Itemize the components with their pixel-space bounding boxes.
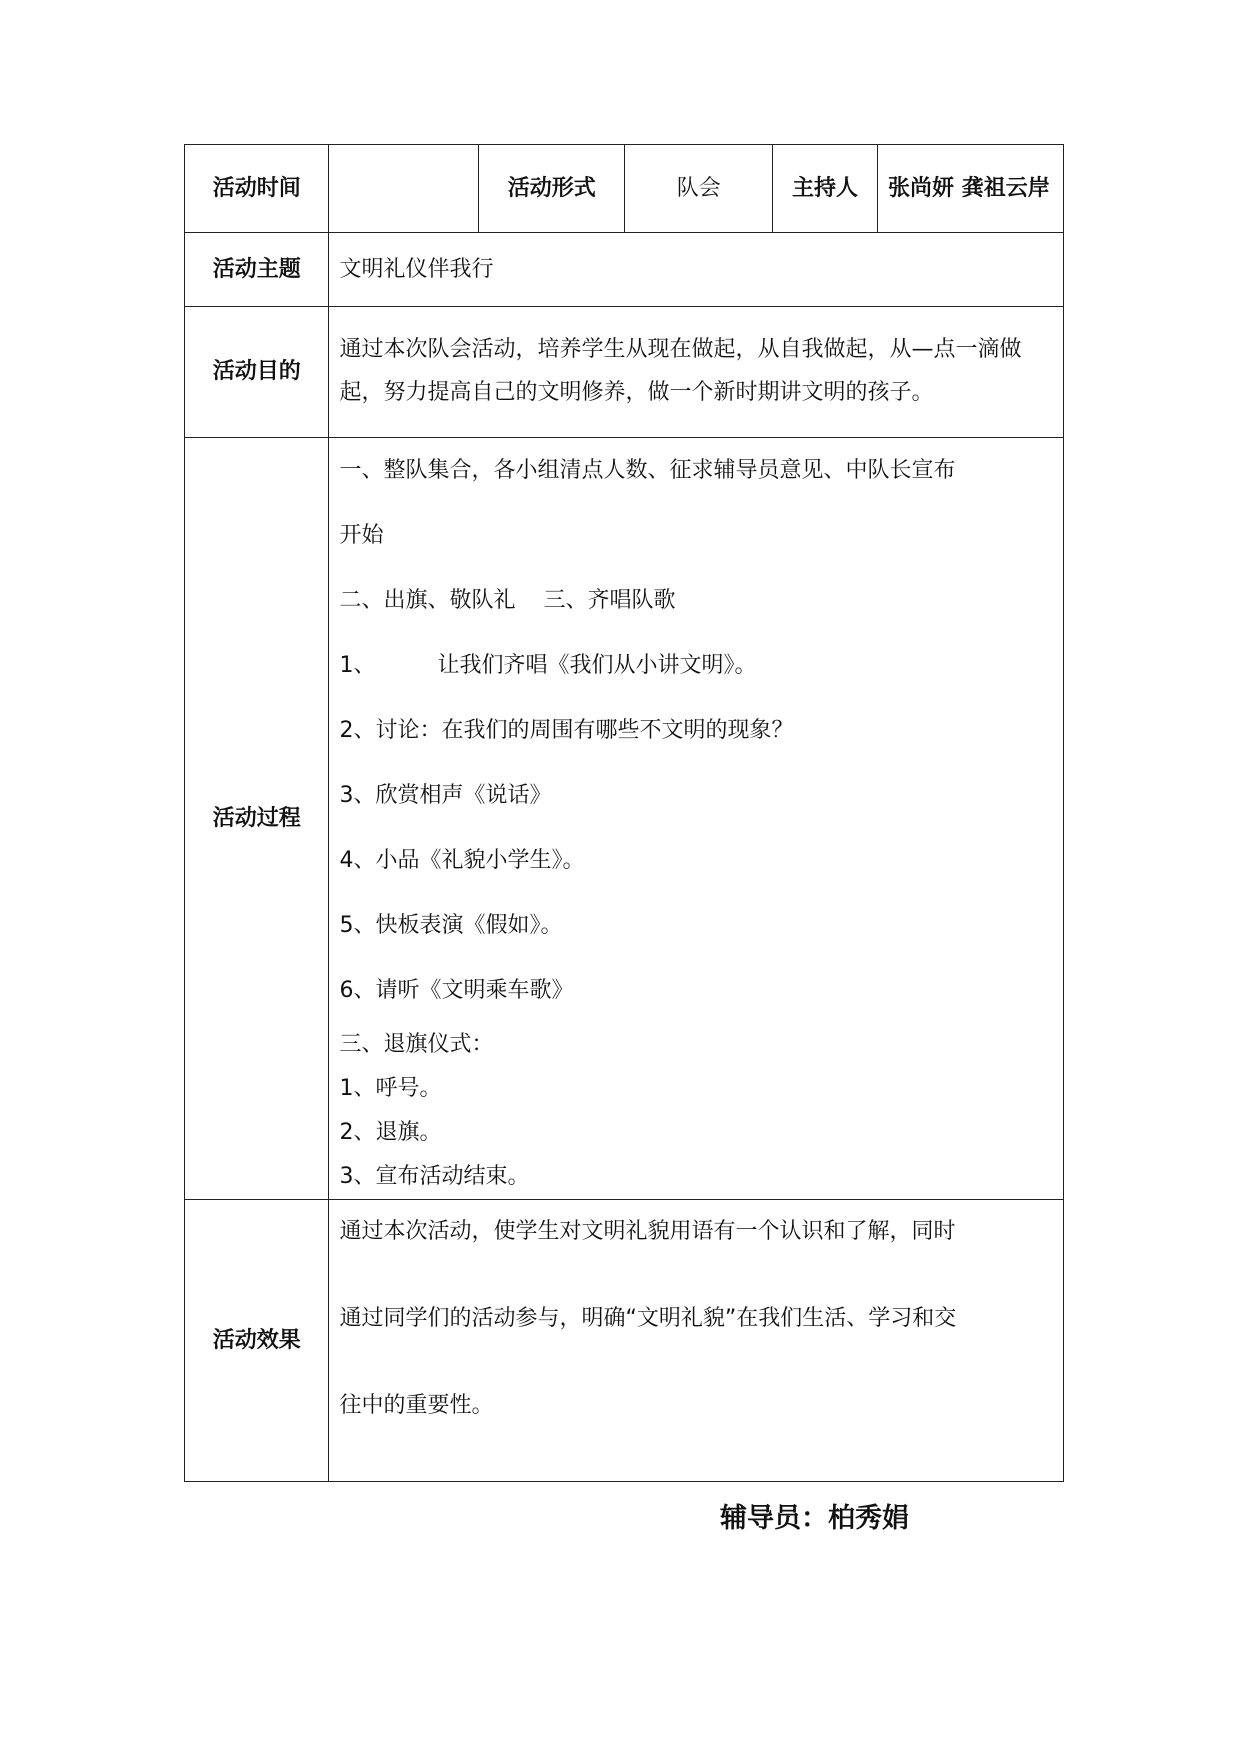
- process-line: 4、小品《礼貌小学生》。: [339, 848, 585, 873]
- purpose-cell: [329, 307, 1064, 438]
- purpose-label: 活动目的: [185, 307, 329, 438]
- counselor-signature: 辅导员：柏秀娟: [720, 1503, 909, 1534]
- process-line: 一、整队集合，各小组清点人数、征求辅导员意见、中队长宣布: [339, 458, 956, 483]
- process-line: 开始: [339, 523, 384, 548]
- row-purpose: [185, 307, 1064, 438]
- process-line: 3、宣布活动结束。: [339, 1164, 530, 1189]
- process-line: 5、快板表演《假如》。: [339, 913, 563, 938]
- activity-record-table: [184, 144, 1064, 1482]
- process-item: 让我们齐唱《我们从小讲文明》。: [437, 653, 757, 678]
- effect-line: 往中的重要性。: [339, 1393, 494, 1418]
- process-line: 2、退旗。: [339, 1120, 442, 1145]
- process-label: 活动过程: [185, 438, 329, 1200]
- theme-label: 活动主题: [185, 233, 329, 307]
- process-item: 三、齐唱队歌: [543, 588, 676, 613]
- theme-value: 文明礼仪伴我行: [329, 233, 1064, 307]
- process-line: 三、退旗仪式：: [339, 1032, 494, 1057]
- process-line: 1、呼号。: [339, 1076, 442, 1101]
- process-line: 6、请听《文明乘车歌》: [339, 978, 574, 1003]
- row-theme: [185, 233, 1064, 307]
- process-line: 2、讨论：在我们的周围有哪些不文明的现象？: [339, 718, 794, 743]
- process-item: 二、出旗、敬队礼: [339, 588, 516, 613]
- process-line: [339, 633, 1053, 698]
- process-line: [339, 568, 1053, 633]
- process-cell: [329, 438, 1064, 1200]
- effect-line: 通过本次活动，使学生对文明礼貌用语有一个认识和了解，同时: [339, 1219, 956, 1244]
- row-effect: [185, 1200, 1064, 1482]
- form-value: 队会: [625, 145, 773, 233]
- row-process: [185, 438, 1064, 1200]
- row-basic-info: [185, 145, 1064, 233]
- effect-line: 通过同学们的活动参与，明确“文明礼貌”在我们生活、学习和交: [339, 1306, 957, 1331]
- effect-cell: [329, 1200, 1064, 1482]
- effect-label: 活动效果: [185, 1200, 329, 1482]
- form-label: 活动形式: [478, 145, 625, 233]
- time-value: [329, 145, 479, 233]
- process-item: 1、: [339, 653, 376, 678]
- purpose-value: 通过本次队会活动，培养学生从现在做起，从自我做起，从—点一滴做起，努力提高自己的文明修养，做一个新时期讲文明的孩子。: [339, 337, 1022, 405]
- host-value: 张尚妍 龚祖云岸: [878, 145, 1064, 233]
- time-label: 活动时间: [185, 145, 329, 233]
- process-line: 3、欣赏相声《说话》: [339, 783, 552, 808]
- host-label: 主持人: [772, 145, 877, 233]
